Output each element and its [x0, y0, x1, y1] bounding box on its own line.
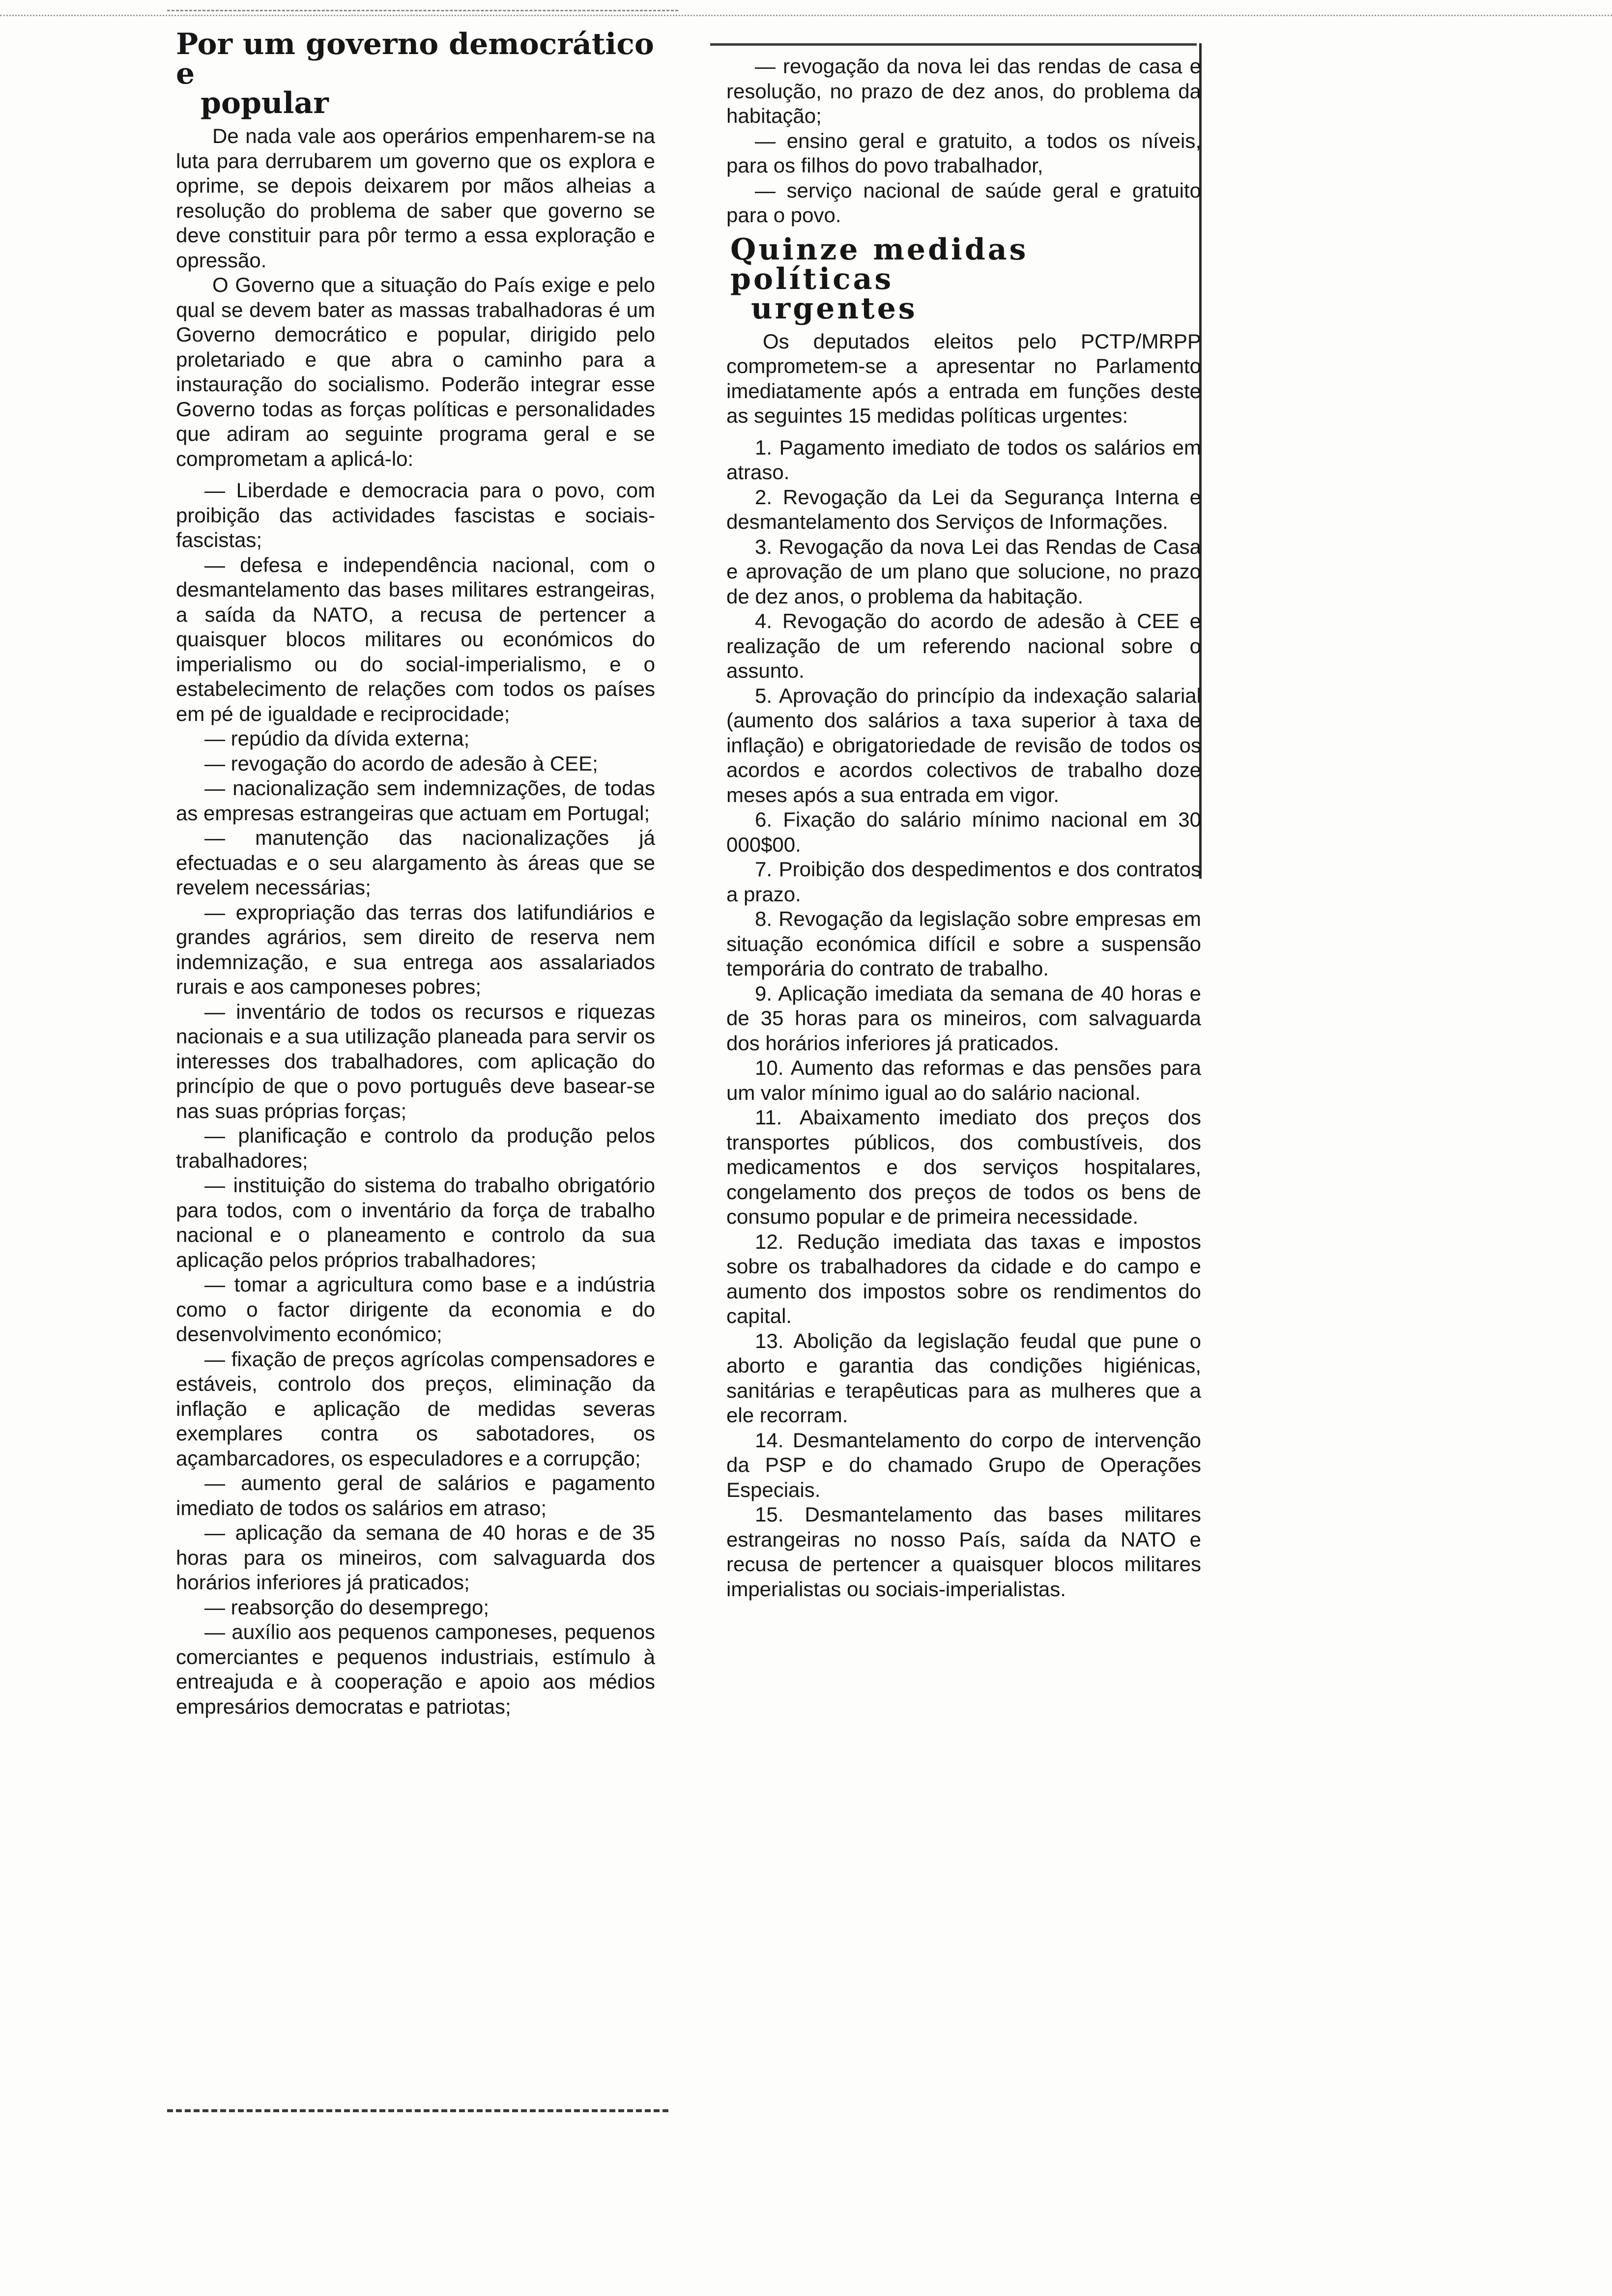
measure-item: 5. Aprovação do princípio da indexação salarial (aumento dos salários a taxa superior à taxa de inflação) e obrigatoriedade de revisão de todos os acordos e acordos colectivos de trabalho doze meses após a sua entrada em vigor. [726, 684, 1201, 806]
program-item: — planificação e controlo da produção pelos trabalhadores; [176, 1124, 655, 1172]
program-item-continued: — revogação da nova lei das rendas de casa e resolução, no prazo de dez anos, do problema da habitação; [726, 55, 1201, 127]
program-item: — defesa e independência nacional, com o desmantelamento das bases militares estrangeiras, a saída da NATO, a recusa de pertencer a quaisquer blocos militares ou económicos do imperialismo ou do social-imperialismo, e o estabelecimento de relações com todos os países em pé de igualdade e reciprocidade; [176, 553, 655, 725]
left-column [176, 29, 655, 1719]
measure-item: 13. Abolição da legislação feudal que pune o aborto e garantia das condições higiénicas, sanitárias e terapêuticas para as mulheres que a ele recorram. [726, 1329, 1201, 1427]
scan-edge-top [0, 0, 1612, 16]
measure-item: 6. Fixação do salário mínimo nacional em 30 000$00. [726, 808, 1201, 856]
paragraph: O Governo que a situação do País exige e pelo qual se devem bater as massas trabalhadoras é um Governo democrático e popular, dirigido pelo proletariado e que abra o caminho para a instauração do socialismo. Poderão integrar esse Governo todas as forças políticas e personalidades que adiram ao seguinte programa geral e se comprometam a aplicá-lo: [176, 273, 655, 470]
measure-item: 9. Aplicação imediata da semana de 40 horas e de 35 horas para os mineiros, com salvaguarda dos horários inferiores já praticados. [726, 981, 1201, 1055]
program-item: — fixação de preços agrícolas compensadores e estáveis, controlo dos preços, eliminação da inflação e aplicação de medidas severas exemplares contra os sabotadores, os açambarcadores, os especuladores e a corrupção; [176, 1347, 655, 1470]
measure-item: 8. Revogação da legislação sobre empresas em situação económica difícil e sobre a suspensão temporária do contrato de trabalho. [726, 907, 1201, 980]
paragraph: De nada vale aos operários empenharem-se na luta para derrubarem um governo que os explora e oprime, se depois deixarem por mãos alheias a resolução do problema de saber que governo se deve constituir para pôr termo a essa exploração e opressão. [176, 124, 655, 272]
headline-line1: Quinze medidas políticas [730, 232, 1029, 296]
measure-item: 11. Abaixamento imediato dos preços dos transportes públicos, dos combustíveis, dos medicamentos e dos serviços hospitalares, congelamento dos preços de todos os bens de consumo popular e de primeira necessidade. [726, 1106, 1201, 1228]
measure-item: 3. Revogação da nova Lei das Rendas de Casa e aprovação de um plano que solucione, no prazo de dez anos, o problema da habitação. [726, 535, 1201, 608]
headline-line1: Por um governo democrático e [176, 27, 654, 91]
top-rule-left [167, 10, 678, 11]
program-item: — aplicação da semana de 40 horas e de 35 horas para os mineiros, com salvaguarda dos horários inferiores já praticados; [176, 1521, 655, 1594]
measure-item: 12. Redução imediata das taxas e impostos sobre os trabalhadores da cidade e do campo e aumento dos impostos sobre os rendimentos do capital. [726, 1230, 1201, 1327]
measure-item: 15. Desmantelamento das bases militares estrangeiras no nosso País, saída da NATO e recusa de pertencer a quaisquer blocos militares imperialistas ou sociais-imperialistas. [726, 1503, 1201, 1601]
program-item: — reabsorção do desemprego; [204, 1595, 489, 1619]
program-item: — nacionalização sem indemnizações, de todas as empresas estrangeiras que actuam em Portugal; [176, 776, 655, 825]
headline-governo [176, 29, 655, 118]
right-column [726, 54, 1201, 1602]
program-item: — expropriação das terras dos latifundiários e grandes agrários, sem direito de reserva nem indemnização, e sua entrega aos assalariados rurais e aos camponeses pobres; [176, 900, 655, 998]
headline-line2: popular [201, 86, 329, 120]
measure-item: 4. Revogação do acordo de adesão à CEE e realização de um referendo nacional sobre o assunto. [726, 609, 1201, 682]
measure-item: 14. Desmantelamento do corpo de intervenção da PSP e do chamado Grupo de Operações Especiais. [726, 1428, 1201, 1501]
headline-line2: urgentes [751, 291, 918, 326]
top-rule-right [710, 43, 1197, 46]
program-item: — aumento geral de salários e pagamento imediato de todos os salários em atraso; [176, 1471, 655, 1520]
headline-quinze-medidas [726, 232, 1201, 326]
measure-item: 2. Revogação da Lei da Segurança Interna e desmantelamento dos Serviços de Informações. [726, 485, 1201, 533]
measure-item: 7. Proibição dos despedimentos e dos contratos a prazo. [726, 858, 1201, 906]
program-item: — auxílio aos pequenos camponeses, pequenos comerciantes e pequenos industriais, estímulo à entreajuda e à cooperação e apoio aos médios empresários democratas e patriotas; [176, 1620, 655, 1718]
program-item: — repúdio da dívida externa; [204, 727, 470, 750]
intro-paragraph: Os deputados eleitos pelo PCTP/MRPP comprometem-se a apresentar no Parlamento imediatamente após a entrada em funções deste as seguintes 15 medidas políticas urgentes: [726, 329, 1201, 427]
bottom-rule [167, 2109, 668, 2112]
program-item-continued: — ensino geral e gratuito, a todos os níveis, para os filhos do povo trabalhador, [726, 129, 1201, 177]
measure-item: 10. Aumento das reformas e das pensões para um valor mínimo igual ao do salário nacional. [726, 1056, 1201, 1104]
program-item: — revogação do acordo de adesão à CEE; [204, 751, 598, 775]
program-item: — manutenção das nacionalizações já efectuadas e o seu alargamento às áreas que se revelem necessárias; [176, 826, 655, 899]
program-item: — Liberdade e democracia para o povo, com proibição das actividades fascistas e sociais-fascistas; [176, 479, 655, 551]
program-item-continued: — serviço nacional de saúde geral e gratuito para o povo. [726, 178, 1201, 227]
measure-item: 1. Pagamento imediato de todos os salários em atraso. [726, 435, 1201, 484]
program-item: — inventário de todos os recursos e riquezas nacionais e a sua utilização planeada para servir os interesses dos trabalhadores, com aplicação do princípio de que o povo português deve basear-se nas suas próprias forças; [176, 1000, 655, 1122]
program-item: — tomar a agricultura como base e a indústria como o factor dirigente da economia e do desenvolvimento económico; [176, 1273, 655, 1346]
program-item: — instituição do sistema do trabalho obrigatório para todos, com o inventário da força de trabalho nacional e o planeamento e controlo da sua aplicação pelos próprios trabalhadores; [176, 1174, 655, 1271]
